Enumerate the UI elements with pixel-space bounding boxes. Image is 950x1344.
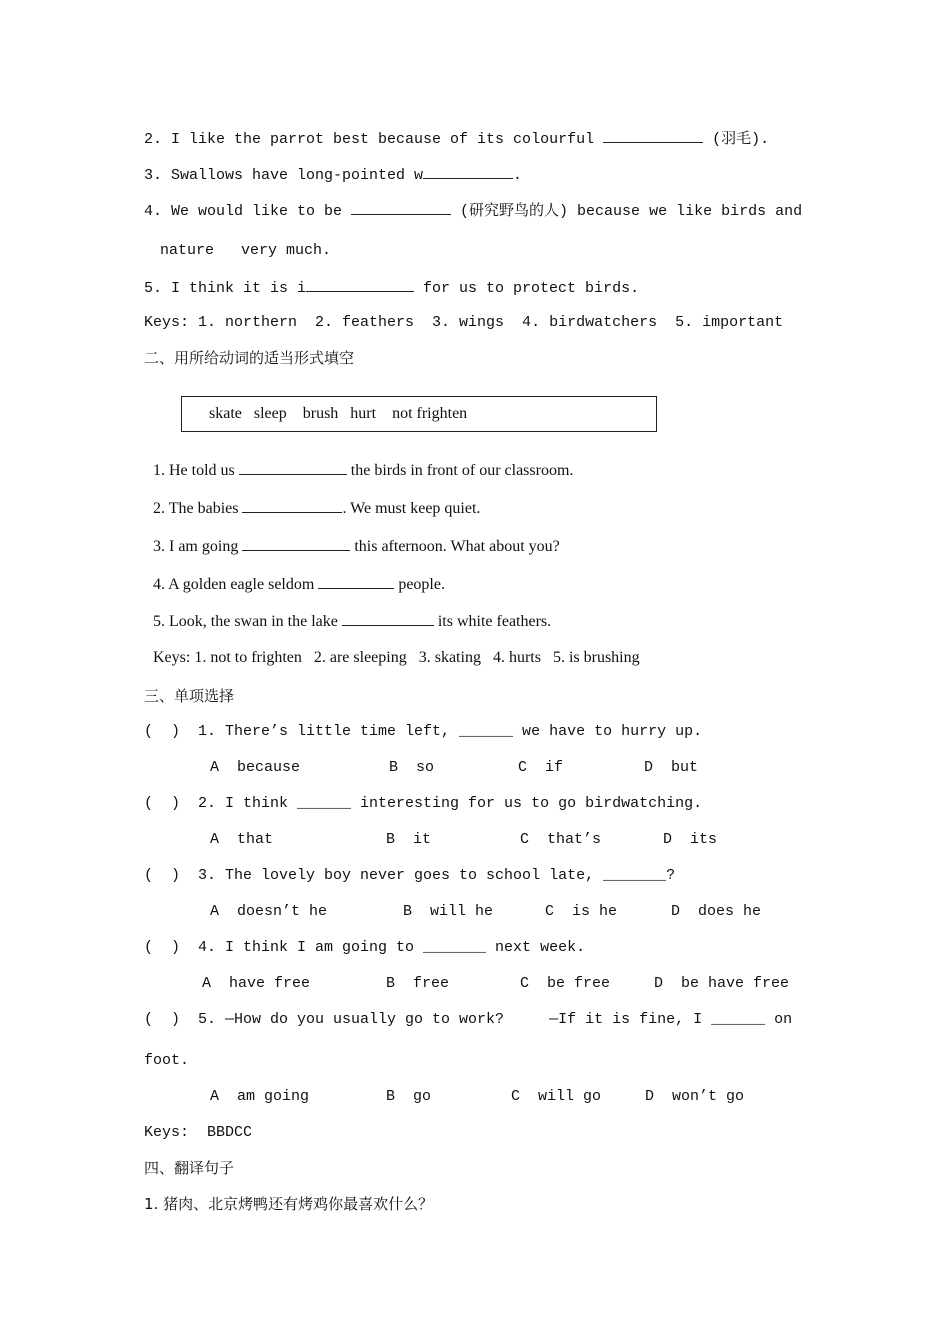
s3-question-4: ( ) 4. I think I am going to _______ next week. xyxy=(144,939,586,956)
word-list: skate sleep brush hurt not frighten xyxy=(209,405,468,422)
answer-blank[interactable] xyxy=(603,128,703,143)
s2-item-3: 3. I am going this afternoon. What about you? xyxy=(153,538,560,555)
s2-item-2: 2. The babies . We must keep quiet. xyxy=(153,500,481,517)
s3-question-5-continued: foot. xyxy=(144,1052,190,1069)
option-c[interactable]: C be free xyxy=(520,975,611,992)
option-b[interactable]: B it xyxy=(386,831,432,848)
s2-keys: Keys: 1. not to frighten 2. are sleeping 3. skating 4. hurts 5. is brushing xyxy=(153,649,640,666)
answer-blank[interactable] xyxy=(351,200,451,215)
option-c[interactable]: C that’s xyxy=(520,831,602,848)
s1-question-5: 5. I think it is i for us to protect birds. xyxy=(144,277,639,299)
s2-item-5: 5. Look, the swan in the lake its white feathers. xyxy=(153,613,552,630)
answer-blank[interactable] xyxy=(423,164,513,179)
s3-question-1: ( ) 1. There’s little time left, ______ we have to hurry up. xyxy=(144,723,703,740)
answer-blank[interactable] xyxy=(318,574,394,589)
s3-keys: Keys: BBDCC xyxy=(144,1124,253,1141)
option-b[interactable]: B will he xyxy=(403,903,494,920)
option-a[interactable]: A that xyxy=(210,831,274,848)
s3-question-3: ( ) 3. The lovely boy never goes to school late, _______? xyxy=(144,867,676,884)
s2-item-4: 4. A golden eagle seldom people. xyxy=(153,576,445,593)
option-d[interactable]: D but xyxy=(644,759,699,776)
s1-question-4: 4. We would like to be (研究野鸟的人) because we like birds and xyxy=(144,200,802,222)
option-a[interactable]: A doesn’t he xyxy=(210,903,328,920)
s1-question-3: 3. Swallows have long-pointed w . xyxy=(144,164,522,186)
option-d[interactable]: D its xyxy=(663,831,718,848)
s4-question-1: 1. 猪肉、北京烤鸭还有烤鸡你最喜欢什么？ xyxy=(144,1195,434,1213)
option-c[interactable]: C is he xyxy=(545,903,618,920)
s3-title: 三、单项选择 xyxy=(144,687,235,705)
option-c[interactable]: C if xyxy=(518,759,564,776)
option-b[interactable]: B so xyxy=(389,759,435,776)
answer-blank[interactable] xyxy=(239,460,347,475)
option-b[interactable]: B go xyxy=(386,1088,432,1105)
s1-question-4-continued: nature very much. xyxy=(160,242,332,259)
option-a[interactable]: A have free xyxy=(202,975,311,992)
s1-keys: Keys: 1. northern 2. feathers 3. wings 4. birdwatchers 5. important xyxy=(144,314,784,331)
s1-question-2: 2. I like the parrot best because of its colourful (羽毛). xyxy=(144,128,769,150)
option-a[interactable]: A am going xyxy=(210,1088,310,1105)
answer-blank[interactable] xyxy=(306,277,414,292)
option-d[interactable]: D does he xyxy=(671,903,762,920)
answer-blank[interactable] xyxy=(342,611,434,626)
option-d[interactable]: D won’t go xyxy=(645,1088,745,1105)
answer-blank[interactable] xyxy=(242,498,342,513)
s3-question-5: ( ) 5. —How do you usually go to work? —If it is fine, I ______ on xyxy=(144,1011,793,1028)
s4-title: 四、翻译句子 xyxy=(144,1159,235,1177)
option-c[interactable]: C will go xyxy=(511,1088,602,1105)
answer-blank[interactable] xyxy=(242,536,350,551)
option-b[interactable]: B free xyxy=(386,975,450,992)
option-d[interactable]: D be have free xyxy=(654,975,790,992)
s2-item-1: 1. He told us the birds in front of our classroom. xyxy=(153,462,574,479)
s2-title: 二、用所给动词的适当形式填空 xyxy=(144,349,355,367)
s3-question-2: ( ) 2. I think ______ interesting for us to go birdwatching. xyxy=(144,795,703,812)
option-a[interactable]: A because xyxy=(210,759,301,776)
